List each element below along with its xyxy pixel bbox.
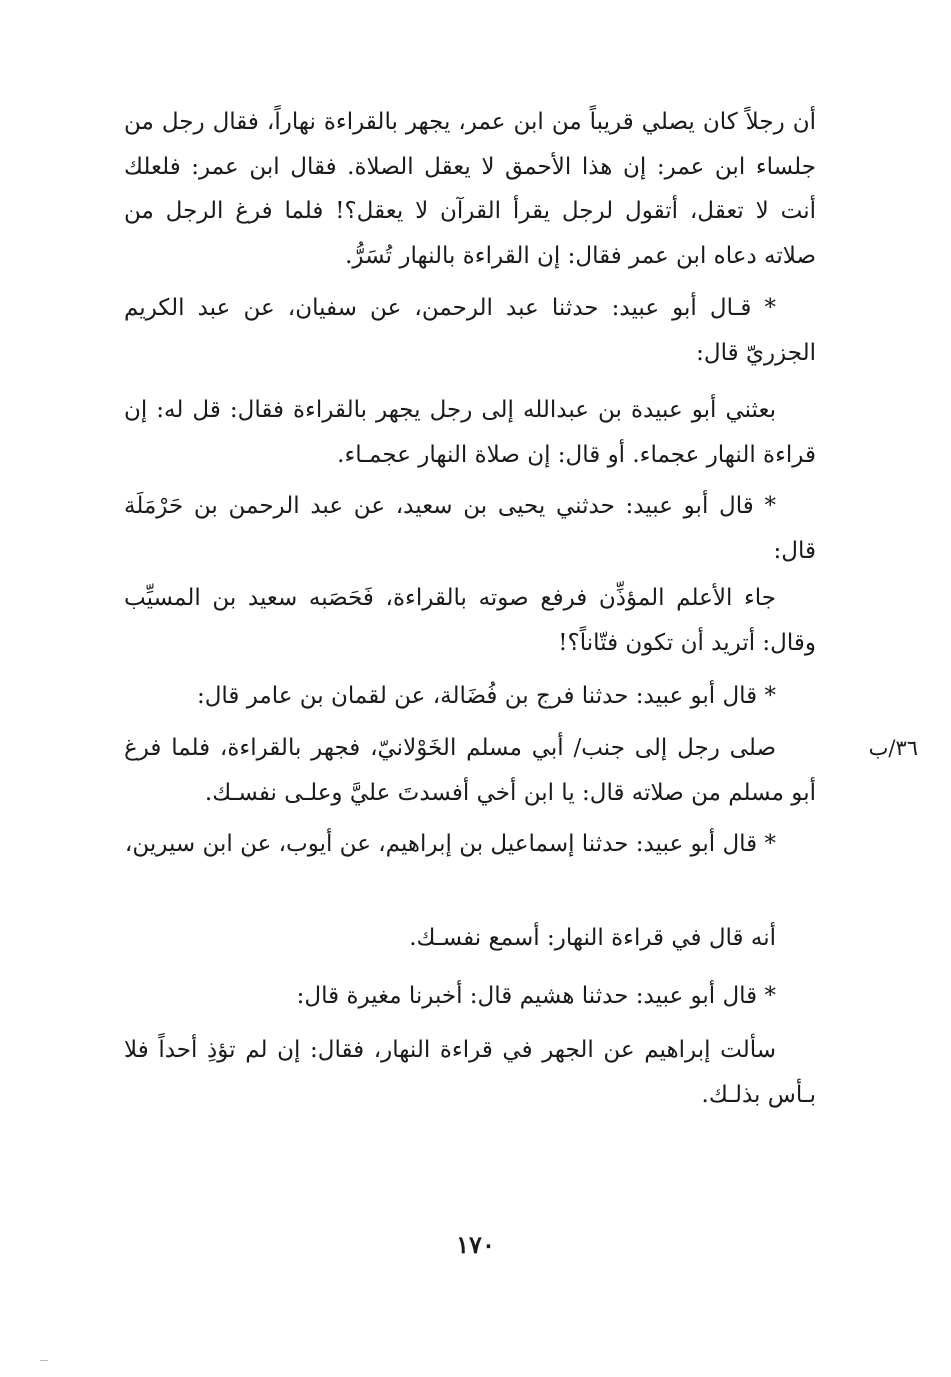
margin-folio-note: ٣٦/ب (868, 736, 918, 760)
paragraph-10: * قال أبو عبيد: حدثنا هشيم قال: أخبرنا مغيرة قال: (296, 983, 776, 1009)
paragraph-8: * قال أبو عبيد: حدثنا إسماعيل بن إبراهيم، عن أيوب، عن ابن سيرين، (124, 831, 776, 857)
paragraph-5: جاء الأعلم المؤذِّن فرفع صوته بالقراءة، فَحَصَبه سعيد بن المسيِّب وقال: أتريد أن تكون فتّاناً؟! (124, 585, 816, 656)
paragraph-4: * قال أبو عبيد: حدثني يحيى بن سعيد، عن عبد الرحمن بن حَرْمَلَة قال: (124, 493, 816, 564)
paragraph-11: سألت إبراهيم عن الجهر في قراءة النهار، فقال: إن لم تؤذِ أحداً فلا بـأس بذلـك. (124, 1037, 816, 1108)
paragraph-6: * قال أبو عبيد: حدثنا فرج بن فُضَالة، عن لقمان بن عامر قال: (196, 683, 776, 709)
paragraph-3: بعثني أبو عبيدة بن عبدالله إلى رجل يجهر بالقراءة فقال: قل له: إن قراءة النهار عجماء. أو قال: إن صلاة النهار عجمـاء. (124, 397, 816, 468)
paragraph-2: * قـال أبو عبيد: حدثنا عبد الرحمن، عن سفيان، عن عبد الكريم الجزريّ قال: (124, 295, 816, 366)
paragraph-7: صلى رجل إلى جنب/ أبي مسلم الخَوْلانيّ، فجهر بالقراءة، فلما فرغ أبو مسلم من صلاته قال: يا ابن أخي أفسدتَ عليَّ وعلـى نفسـك. (124, 735, 816, 806)
page-number: ١٧٠ (456, 1230, 495, 1259)
paragraph-1: أن رجلاً كان يصلي قريباً من ابن عمر، يجهر بالقراءة نهاراً، فقال رجل من جلساء ابن عمر: إن هذا الأحمق لا يعقل الصلاة. فقال ابن عمر: فلعلك أنت لا تعقل، أتقول لرجل يقرأ القرآن لا يعقل؟! فلما فرغ الرجل من صلاته دعاه ابن عمر فقال: إن القراءة بالنهار تُسَرُّ. (124, 109, 816, 269)
scan-mark (40, 1360, 48, 1361)
paragraph-9: أنه قال في قراءة النهار: أسمع نفسـك. (409, 925, 776, 951)
